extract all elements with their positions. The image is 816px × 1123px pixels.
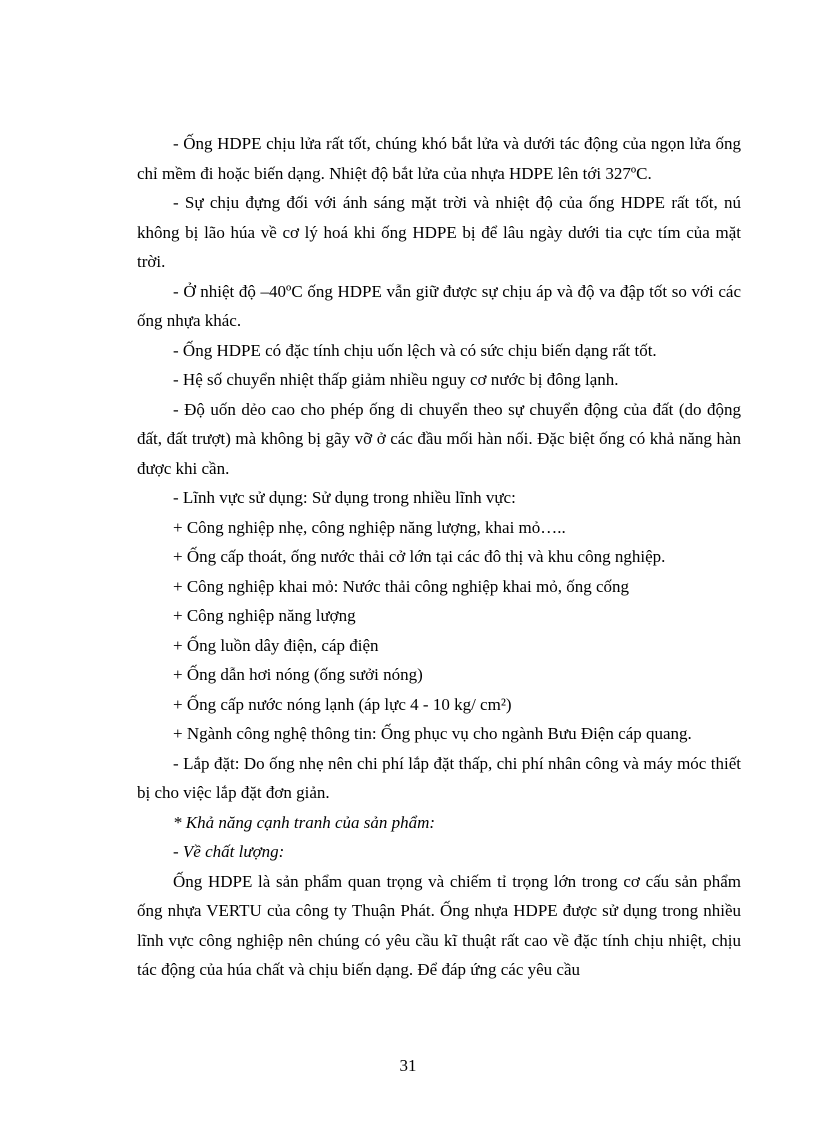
list-item-drainage: + Ống cấp thoát, ống nước thải cở lớn tại các đô thị và khu công nghiệp. — [173, 547, 666, 566]
paragraph-quality: Ống HDPE là sản phẩm quan trọng và chiếm tỉ trọng lớn trong cơ cấu sản phẩm ống nhựa VERTU của công ty Thuận Phát. Ống nhựa HDPE được sử dụng trong nhiều lĩnh vực công nghiệp nên chúng có yêu cầu kĩ thuật rất cao về đặc tính chịu nhiệt, chịu tác động của húa chất và chịu biến dạng. Để đáp ứng các yêu cầu — [137, 871, 741, 979]
list-item-energy: + Công nghiệp năng lượng — [173, 606, 356, 625]
paragraph-applications: - Lĩnh vực sử dụng: Sử dụng trong nhiều lĩnh vực: — [173, 488, 516, 507]
list-item-water-supply: + Ống cấp nước nóng lạnh (áp lực 4 - 10 kg/ cm²) — [173, 694, 512, 714]
paragraph-uv-resistance: - Sự chịu đựng đối với ánh sáng mặt trời và nhiệt độ của ống HDPE rất tốt, nú không bị lão húa về cơ lý hoá khi ống HDPE bị để lâu ngày dưới tia cực tím của mặt trời. — [137, 193, 741, 271]
list-item-telecom: + Ngành công nghệ thông tin: Ống phục vụ cho ngành Bưu Điện cáp quang. — [173, 724, 692, 743]
list-item-light-industry: + Công nghiệp nhẹ, công nghiệp năng lượng, khai mỏ….. — [173, 517, 566, 537]
paragraph-flexibility: - Độ uốn dẻo cao cho phép ống di chuyển theo sự chuyển động của đất (do động đất, đất trượt) mà không bị gãy vỡ ở các đầu mối hàn nối. Đặc biệt ống có khả năng hàn được khi cần. — [137, 399, 741, 478]
subheading-quality: - Về chất lượng: — [173, 842, 285, 861]
list-item-steam-pipe: + Ống dẫn hơi nóng (ống sưởi nóng) — [173, 665, 423, 684]
paragraph-fire-resistance: - Ống HDPE chịu lửa rất tốt, chúng khó bắt lửa và dưới tác động của ngọn lửa ống chỉ mềm đi hoặc biến dạng. Nhiệt độ bắt lửa của nhựa HDPE lên tới 327ºC. — [137, 134, 741, 183]
paragraph-low-temperature: - Ở nhiệt độ –40ºC ống HDPE vẫn giữ được sự chịu áp và độ va đập tốt so với các ống nhựa khác. — [137, 281, 741, 330]
list-item-cable-conduit: + Ống luồn dây điện, cáp điện — [173, 635, 379, 655]
body-text — [137, 129, 741, 985]
page-number: 31 — [399, 1056, 417, 1075]
section-heading-competitiveness: * Khả năng cạnh tranh của sản phẩm: — [173, 812, 436, 832]
paragraph-bending: - Ống HDPE có đặc tính chịu uốn lệch và có sức chịu biến dạng rất tốt. — [173, 340, 657, 360]
paragraph-installation: - Lắp đặt: Do ống nhẹ nên chi phí lắp đặt thấp, chi phí nhân công và máy móc thiết bị cho việc lắp đặt đơn giản. — [137, 753, 741, 802]
paragraph-heat-transfer: - Hệ số chuyển nhiệt thấp giảm nhiều nguy cơ nước bị đông lạnh. — [173, 370, 619, 389]
list-item-mining: + Công nghiệp khai mỏ: Nước thải công nghiệp khai mỏ, ống cống — [173, 576, 630, 596]
